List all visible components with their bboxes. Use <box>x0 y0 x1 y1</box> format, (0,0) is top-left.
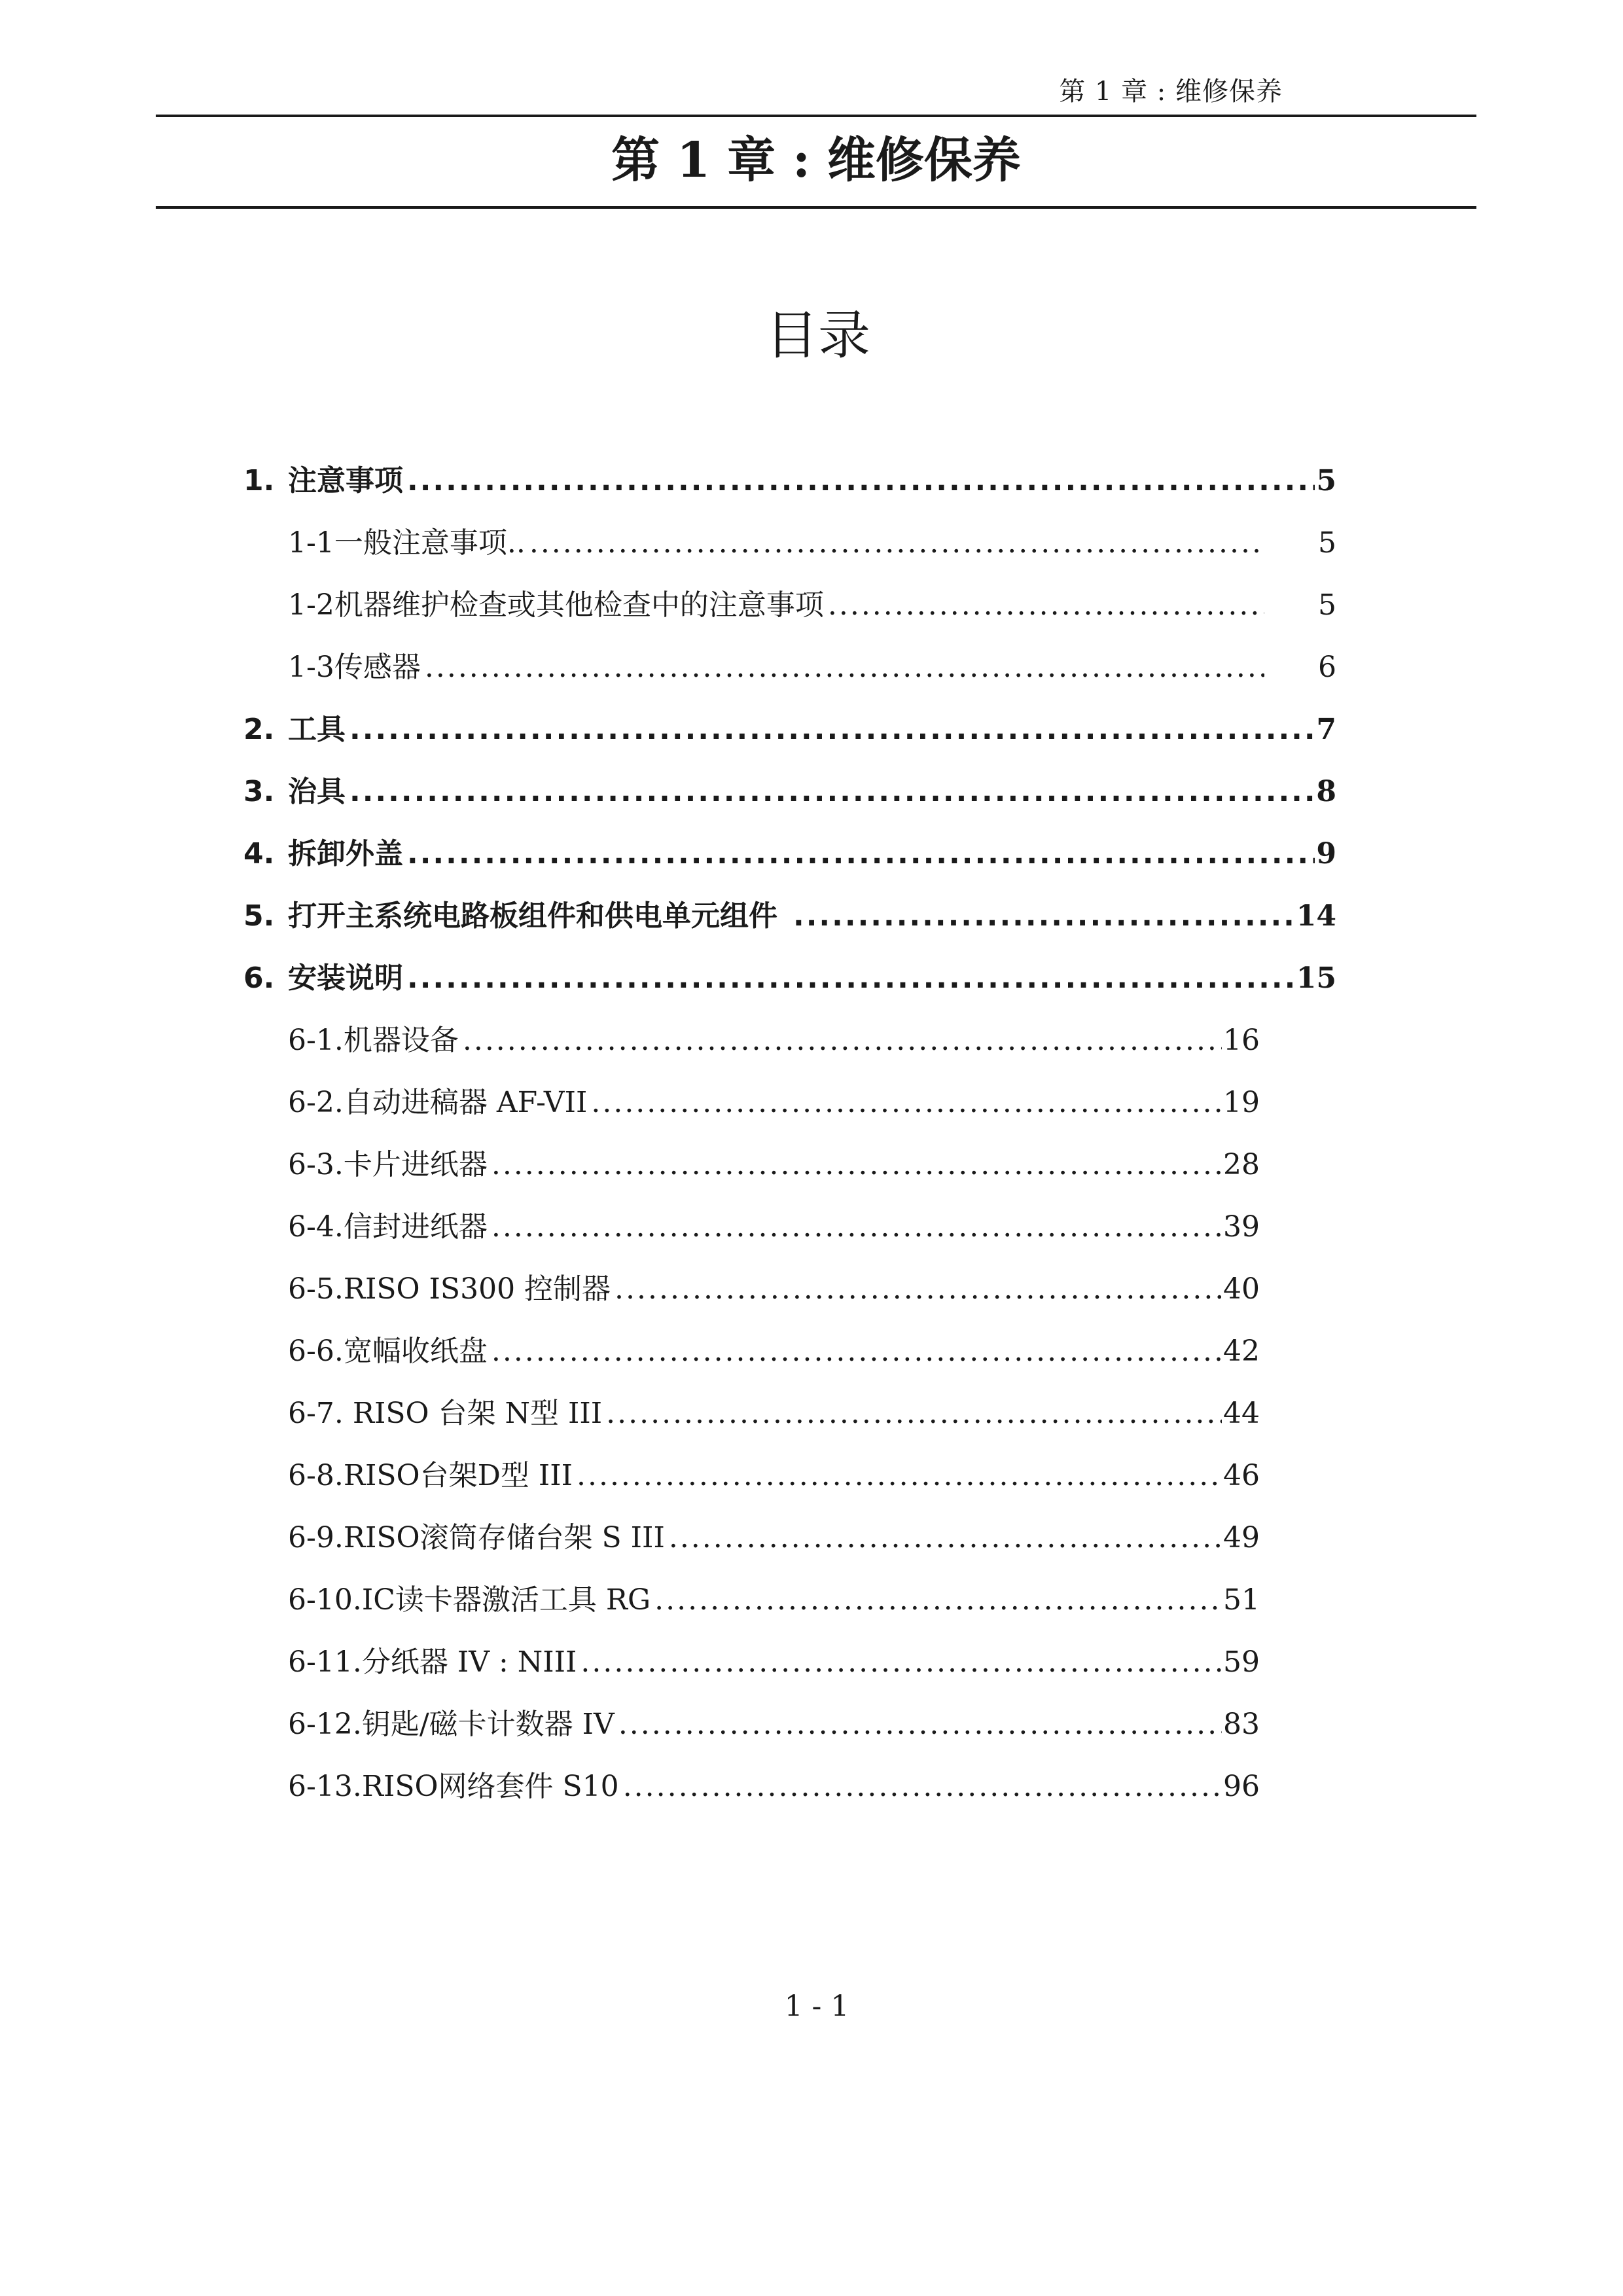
header-rule-bottom <box>156 206 1476 209</box>
toc-entry[interactable] <box>288 1453 1260 1499</box>
toc-entry-number: 5. <box>243 899 275 933</box>
toc-entry-page: 5 <box>1318 588 1336 622</box>
toc-entry-title: 6-1.机器设备 <box>288 1024 459 1057</box>
toc-entry-page: 7 <box>1315 707 1336 753</box>
toc-entry[interactable] <box>243 769 1336 815</box>
running-header: 第 1 章 : 维修保养 <box>1059 77 1283 107</box>
toc-entry[interactable] <box>243 831 1336 877</box>
toc-leader-dots <box>577 1453 1222 1499</box>
toc-entry-page: 16 <box>1222 1018 1260 1064</box>
toc-leader-dots <box>463 1018 1222 1064</box>
toc-entry-page: 42 <box>1222 1329 1260 1374</box>
toc-entry-page: 19 <box>1222 1080 1260 1126</box>
toc-leader-dots <box>491 1142 1222 1188</box>
toc-entry-title: 6-7. RISO 台架 N型 III <box>288 1397 603 1430</box>
toc-entry-title: 治具 <box>288 775 346 808</box>
toc-leader-dots <box>529 520 1264 566</box>
toc-leader-dots <box>425 645 1264 691</box>
toc-entry[interactable] <box>243 893 1336 939</box>
toc-leader-dots <box>615 1266 1222 1312</box>
toc-entry-title: 工具 <box>288 713 346 746</box>
toc-entry[interactable] <box>243 956 1336 1001</box>
toc-entry-number: 3. <box>243 775 275 808</box>
toc-entry-page: 28 <box>1222 1142 1260 1188</box>
toc-entry-page: 5 <box>1315 458 1336 504</box>
toc-entry-number: 2. <box>243 713 275 746</box>
toc-leader-dots <box>654 1577 1222 1623</box>
toc-entry-title: 6-4.信封进纸器 <box>288 1210 488 1244</box>
toc-entry-title: 拆卸外盖 <box>288 837 403 870</box>
toc-entry-page: 44 <box>1222 1391 1260 1437</box>
toc-entry-title: 打开主系统电路板组件和供电单元组件 <box>288 899 777 933</box>
toc-entry[interactable] <box>288 1266 1260 1312</box>
toc-entry-title: 6-11.分纸器 IV : NIII <box>288 1645 577 1679</box>
toc-entry[interactable] <box>288 520 1336 566</box>
toc-entry[interactable] <box>288 1577 1260 1623</box>
toc-entry-page: 49 <box>1222 1515 1260 1561</box>
toc-leader-dots <box>407 956 1295 1001</box>
toc-entry-title: 6-6.宽幅收纸盘 <box>288 1335 488 1368</box>
toc-leader-dots <box>407 831 1315 877</box>
toc-entry-title: 1-2机器维护检查或其他检查中的注意事项 <box>288 588 824 622</box>
toc-leader-dots <box>618 1702 1222 1748</box>
toc-leader-dots <box>580 1640 1222 1685</box>
toc-entry[interactable] <box>243 458 1336 504</box>
toc-entry[interactable] <box>288 1018 1260 1064</box>
toc-entry-page: 9 <box>1315 831 1336 877</box>
toc-entry-page: 96 <box>1222 1764 1260 1810</box>
toc-entry-page: 59 <box>1222 1640 1260 1685</box>
toc-entry-page: 8 <box>1315 769 1336 815</box>
toc-entry-page: 6 <box>1318 651 1336 684</box>
toc-entry[interactable] <box>288 1080 1260 1126</box>
toc-entry-number: 1. <box>243 464 275 497</box>
toc-entry-title: 6-8.RISO台架D型 III <box>288 1459 573 1492</box>
toc-entry[interactable] <box>288 1391 1260 1437</box>
toc-leader-dots <box>591 1080 1222 1126</box>
toc-entry-title: 6-13.RISO网络套件 S10 <box>288 1770 619 1803</box>
toc-entry[interactable] <box>288 1640 1260 1685</box>
toc-entry-title: 注意事项 <box>288 464 403 497</box>
toc-entry-page: 46 <box>1222 1453 1260 1499</box>
toc-entry-title: 6-3.卡片进纸器 <box>288 1148 488 1181</box>
toc-entry[interactable] <box>288 1702 1260 1748</box>
toc-leader-dots <box>623 1764 1222 1810</box>
toc-entry-number: 6. <box>243 961 275 995</box>
toc-leader-dots <box>828 583 1264 628</box>
toc-entry[interactable] <box>288 1204 1260 1250</box>
header-rule-top <box>156 115 1476 117</box>
toc-entry-title: 6-10.IC读卡器激活工具 RG <box>288 1583 651 1617</box>
toc-entry-page: 15 <box>1295 956 1336 1001</box>
toc-entry[interactable] <box>288 1764 1260 1810</box>
toc-leader-dots <box>669 1515 1222 1561</box>
toc-leader-dots <box>349 707 1315 753</box>
toc-entry-page: 39 <box>1222 1204 1260 1250</box>
toc-heading: 目录 <box>766 305 870 366</box>
toc-entry-number: 4. <box>243 837 275 870</box>
toc-leader-dots <box>349 769 1315 815</box>
toc-leader-dots <box>491 1329 1222 1374</box>
toc-entry-title: 6-2.自动进稿器 AF-VII <box>288 1086 588 1119</box>
chapter-title: 第 1 章 : 维修保养 <box>611 132 1021 188</box>
toc-entry-title: 安装说明 <box>288 961 403 995</box>
toc-leader-dots <box>606 1391 1222 1437</box>
toc-entry[interactable] <box>288 1515 1260 1561</box>
toc-entry[interactable] <box>288 1142 1260 1188</box>
toc-entry[interactable] <box>288 645 1336 691</box>
toc-entry-page: 83 <box>1222 1702 1260 1748</box>
toc-entry[interactable] <box>243 707 1336 753</box>
toc-entry-page: 5 <box>1318 526 1336 560</box>
toc-entry-title: 6-5.RISO IS300 控制器 <box>288 1272 611 1306</box>
toc-leader-dots <box>407 458 1315 504</box>
toc-entry-title: 1-3传感器 <box>288 651 421 684</box>
page-number: 1 - 1 <box>784 1990 849 2023</box>
toc-leader-dots <box>491 1204 1222 1250</box>
toc-entry-page: 14 <box>1295 893 1336 939</box>
toc-entry-title: 6-9.RISO滚筒存储台架 S III <box>288 1521 665 1554</box>
toc-entry[interactable] <box>288 1329 1260 1374</box>
toc-entry-page: 40 <box>1222 1266 1260 1312</box>
toc-leader-dots <box>793 893 1295 939</box>
toc-entry-title: 6-12.钥匙/磁卡计数器 IV <box>288 1708 615 1741</box>
toc-entry[interactable] <box>288 583 1336 628</box>
toc-entry-page: 51 <box>1222 1577 1260 1623</box>
toc-entry-title: 1-1一般注意事项.. <box>288 526 526 560</box>
